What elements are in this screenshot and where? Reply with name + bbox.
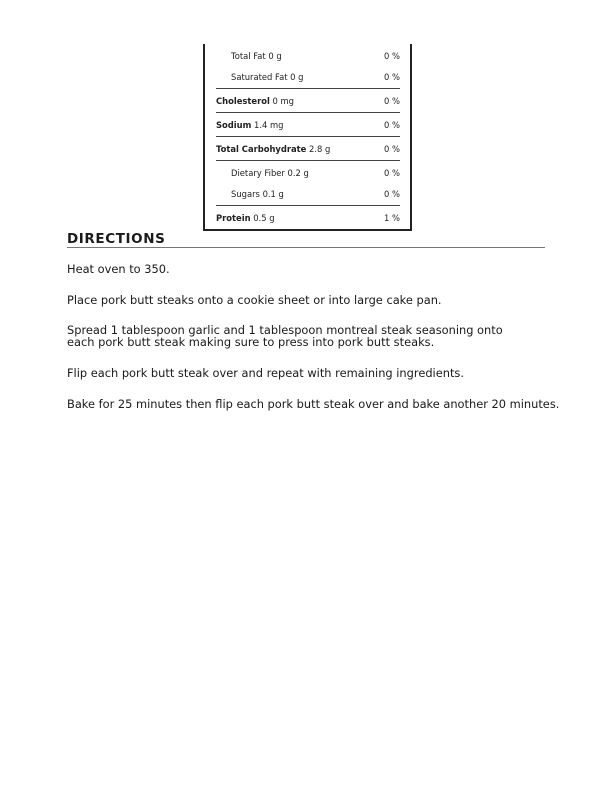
nutrition-row-total-carbohydrate <box>216 139 400 159</box>
divider <box>216 88 400 89</box>
nutrient-percent: 0 % <box>384 96 400 106</box>
directions-heading: DIRECTIONS <box>67 231 166 247</box>
nutrient-name: Cholesterol <box>216 96 270 106</box>
nutrient-name: Dietary Fiber <box>231 168 285 178</box>
nutrient-amount: 1.4 mg <box>254 120 284 130</box>
divider <box>216 205 400 206</box>
nutrition-row-cholesterol <box>216 91 400 111</box>
nutrient-amount: 0 g <box>290 72 304 82</box>
nutrient-percent: 1 % <box>384 213 400 223</box>
divider <box>216 136 400 137</box>
divider <box>216 160 400 161</box>
nutrient-percent: 0 % <box>384 144 400 154</box>
direction-step-3: Spread 1 tablespoon garlic and 1 tablespoon montreal steak seasoning onto each pork butt steak making sure to press into pork butt steaks. <box>67 323 503 349</box>
nutrient-amount: 0 mg <box>272 96 294 106</box>
nutrition-row-sodium <box>216 115 400 135</box>
nutrient-amount: 2.8 g <box>309 144 331 154</box>
directions-divider <box>67 247 545 248</box>
direction-step-2: Place pork butt steaks onto a cookie sheet or into large cake pan. <box>67 293 442 307</box>
nutrient-name: Protein <box>216 213 251 223</box>
nutrient-amount: 0.2 g <box>287 168 309 178</box>
nutrition-row-dietary-fiber <box>231 163 400 183</box>
direction-step-4: Flip each pork butt steak over and repeat with remaining ingredients. <box>67 366 464 380</box>
nutrient-amount: 0.5 g <box>253 213 275 223</box>
nutrition-row-total-fat <box>231 46 400 66</box>
nutrient-percent: 0 % <box>384 51 400 61</box>
nutrient-percent: 0 % <box>384 189 400 199</box>
nutrient-amount: 0 g <box>268 51 282 61</box>
nutrient-name: Saturated Fat <box>231 72 288 82</box>
nutrient-amount: 0.1 g <box>262 189 284 199</box>
nutrient-percent: 0 % <box>384 168 400 178</box>
nutrient-percent: 0 % <box>384 120 400 130</box>
nutrient-name: Sugars <box>231 189 260 199</box>
nutrient-name: Total Fat <box>231 51 266 61</box>
direction-step-5: Bake for 25 minutes then flip each pork butt steak over and bake another 20 minutes. <box>67 397 560 411</box>
nutrient-name: Total Carbohydrate <box>216 144 307 154</box>
nutrition-row-sugars <box>231 184 400 204</box>
nutrition-row-protein <box>216 208 400 228</box>
divider <box>216 112 400 113</box>
nutrient-name: Sodium <box>216 120 252 130</box>
nutrition-row-saturated-fat <box>231 67 400 87</box>
direction-step-1: Heat oven to 350. <box>67 262 170 276</box>
nutrition-facts-panel <box>203 44 412 231</box>
nutrient-percent: 0 % <box>384 72 400 82</box>
